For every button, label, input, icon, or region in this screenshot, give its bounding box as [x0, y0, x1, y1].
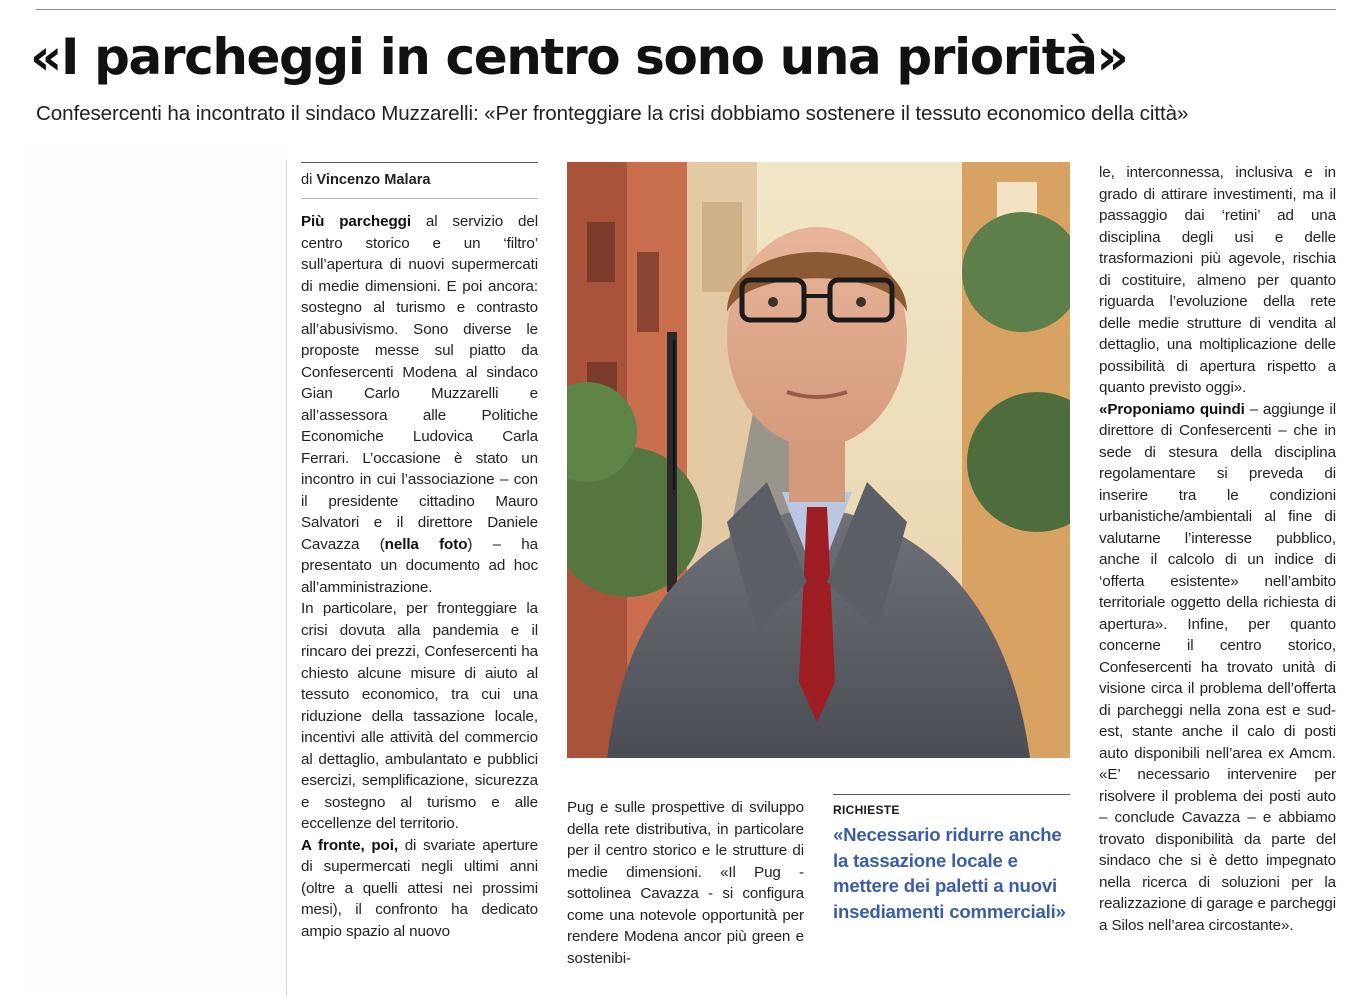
paragraph: Pug e sulle prospettive di sviluppo della rete distributiva, in particolare per il centro storico e le strutture di medie dimensioni. «Il Pug - sottolinea Cavazza - si configura come una notevole opportunità per rendere Modena ancor più green e sostenibi- — [567, 799, 804, 967]
byline — [301, 162, 538, 199]
byline-author: Vincenzo Malara — [316, 172, 431, 188]
pull-quote-text: «Necessario ridurre anche la tassazione locale e mettere dei paletti a nuovi insediamenti commerciali» — [833, 824, 1066, 922]
subheadline: Confesercenti ha incontrato il sindaco Muzzarelli: «Per fronteggiare la crisi dobbiamo sostenere il tessuto economico della città» — [36, 102, 1189, 125]
paragraph-lead: A fronte, poi, — [301, 836, 398, 854]
article-column-2 — [567, 797, 804, 969]
left-margin-area — [24, 145, 286, 990]
paragraph — [1099, 399, 1336, 937]
pull-quote-box — [833, 794, 1070, 980]
paragraph-text: al servizio del centro storico e un ‘filtro’ sull’apertura di nuovi supermercati di medie dimensioni. E poi ancora: sostegno al turismo e contrasto all’abusivismo. Sono diverse le proposte messe sul piatto da Confesercenti Modena al sindaco Gian Carlo Muzzarelli e all’assessora alle Politiche Economiche Ludovica Carla Ferrari. L’occasione è stato un incontro in cui l’associazione – con il presidente cittadino Mauro Salvatori e il direttore Daniele Cavazza ( — [301, 213, 538, 553]
top-rule — [36, 9, 1336, 10]
photo-reference: nella foto — [384, 535, 468, 553]
paragraph — [301, 835, 538, 943]
paragraph-lead: Più parcheggi — [301, 213, 411, 230]
paragraph-text: – aggiunge il direttore di Confesercenti – che in sede di stesura della disciplina regolamentare si preveda di inserire tra le condizioni urbanistiche/ambientali al fine di valutarne l’interesse pubblico, anche il calcolo di un indice di ‘offerta esistente» nell’ambito territoriale oggetto della richiesta di apertura». Infine, per quanto concerne il centro storico, Confesercenti ha trovato unità di visione circa il problema dell’offerta di parcheggi nella zona est e sud-est, stante anche il calo di posti auto disponibili nell’area ex Amcm. «E’ necessario intervenire per risolvere il problema dei posti auto – conclude Cavazza – e abbiamo trovato disponibilità da parte del sindaco che si è detto impegnato nella ricerca di soluzioni per la realizzazione di garage e parcheggi a Silos nell’area circostante». — [1099, 400, 1336, 934]
portrait-photo — [567, 162, 1070, 758]
pull-quote-kicker: RICHIESTE — [833, 803, 900, 817]
paragraph — [301, 211, 538, 598]
paragraph: le, interconnessa, inclusiva e in grado di attirare investimenti, ma il passaggio dai ‘retini’ ad una disciplina degli usi e delle trasformazioni più agevole, rischia di costituire, almeno per quanto riguarda l’evoluzione della rete delle medie strutture di vendita al dettaglio, una moltiplicazione delle possibilità di apertura rispetto a quanto previsto oggi». — [1099, 164, 1336, 396]
article-column-1 — [301, 211, 538, 942]
paragraph-lead: «Proponiamo quindi — [1099, 400, 1245, 418]
paragraph-text: di svariate aperture di supermercati negli ultimi anni (oltre a quelli attesi nei prossimi mesi), il confronto ha dedicato ampio spazio al nuovo — [301, 836, 538, 940]
column-divider — [286, 160, 287, 996]
portrait-illustration — [567, 162, 1070, 758]
article-column-3 — [1099, 162, 1336, 936]
paragraph-text: ) – ha presentato un documento ad hoc all’amministrazione. — [301, 535, 539, 596]
headline: «I parcheggi in centro sono una priorità» — [30, 28, 1128, 86]
byline-prefix: di — [301, 172, 313, 188]
paragraph: In particolare, per fronteggiare la crisi dovuta alla pandemia e il rincaro dei prezzi, Confesercenti ha chiesto alcune misure di aiuto al tessuto economico, tra cui una riduzione della tassazione locale, incentivi alle attività del commercio al dettaglio, ambulantato e pubblici esercizi, semplificazione, sicurezza e sostegno al turismo e alle eccellenze del territorio. — [301, 600, 538, 832]
